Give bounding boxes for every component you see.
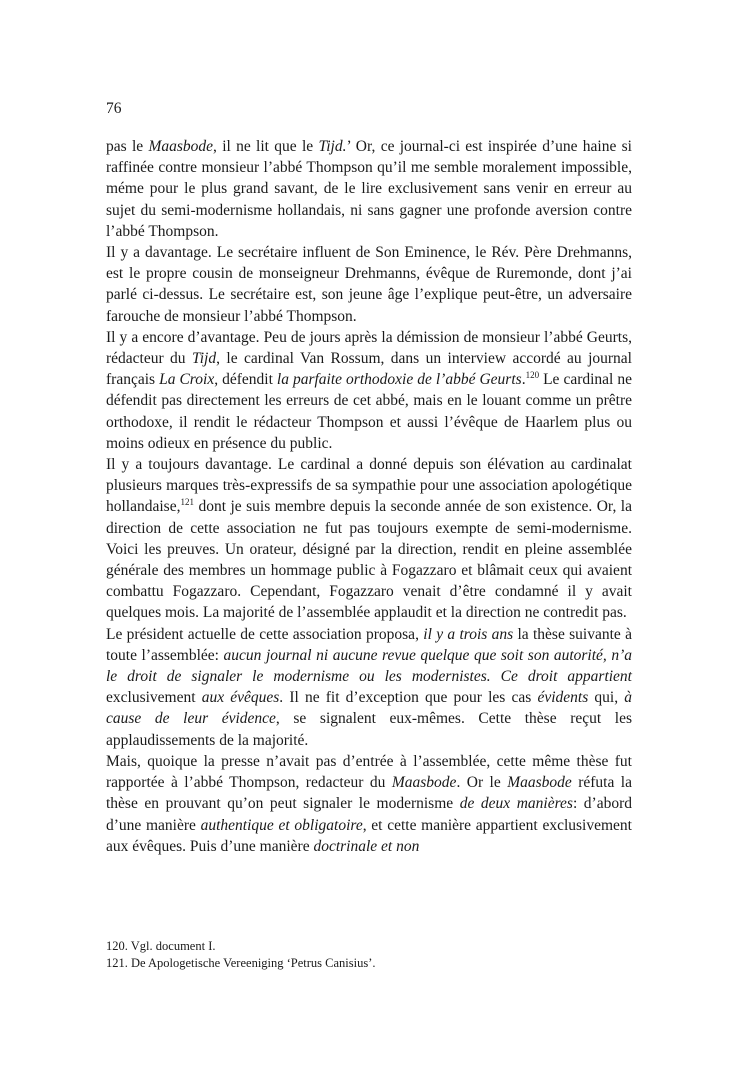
italic-text: Tijd [191,350,217,368]
footnote-ref: 121 [180,497,194,508]
text-segment: Il y a toujours davantage. Le cardinal a donné depuis son élévation au cardinalat plusieurs marques très-expressifs de sa sympathie pour une association apologétique hollandaise, [106,456,632,516]
paragraph [106,327,632,454]
text-segment: , le cardinal Van Rossum, dans un interview accordé au journal français [106,350,632,389]
text-segment: Mais, quoique la presse n’avait pas d’entrée à l’assemblée, cette même thèse fut rapportée à l’abbé Thompson, redacteur du [106,752,632,792]
text-segment: , et cette manière appartient exclusivement aux évêques. Puis d’une manière [106,816,632,855]
page-number: 76 [106,100,122,117]
italic-text: La Croix [159,371,215,389]
footnotes [106,938,632,972]
italic-text: Maasbode [148,138,214,155]
text-segment: : d’abord d’une manière [106,795,633,834]
paragraph [106,136,632,242]
text-segment: , il ne lit que le [213,138,319,155]
text-segment: pas le [106,138,149,155]
text-segment: qui, [588,689,625,707]
italic-text: doctrinale et non [313,837,420,855]
text-segment: la thèse suivante à toute l’assemblée: [106,625,632,664]
text-segment: , se signalent eux-mêmes. Cette thèse reçut les applaudissements de la majorité. [106,710,632,749]
italic-text: Maasbode [391,774,457,792]
paragraph [106,242,632,327]
italic-text: de deux manières [459,795,573,813]
text-segment: Il y a davantage. Le secrétaire influent de Son Eminence, le Rév. Père Drehmanns, est le propre cousin de monseigneur Drehmanns, évêque de Ruremonde, dont j’ai parlé ci-dessus. Le secrétaire est, son jeune âge l’explique peut-être, un adversaire farouche de monsieur l’abbé Thompson. [106,244,632,325]
italic-text: Maasbode [507,774,572,792]
paragraph [106,624,632,751]
text-segment: ’ Or, ce journal-ci est inspirée d’une haine si raffinée contre monsieur l’abbé Thompson qu’il me semble moralement impossible, méme pour le plus grand savant, de le lire exclusivement sans venir en erreur au sujet du semi-modernisme hollandais, ni sans gagner une profonde aversion contre l’abbé Thompson. [106,138,632,240]
italic-text: la parfaite orthodoxie de l’abbé Geurts [276,371,522,389]
text-segment: , défendit [214,371,277,389]
italic-text: évidents [537,689,589,707]
text-segment: dont je suis membre depuis la seconde année de son existence. Or, la direction de cette association ne fut pas toujours exempte de semi-modernisme. Voici les preuves. Un orateur, désigné par la direction, rendit en pleine assemblée générale des membres un hommage public à Fogazzaro et blâmait ceux qui avaient combattu Fogazzaro. Cependant, Fogazzaro venait d’être condamné il y avait quelques mois. La majorité de l’assemblée applaudit et la direction ne contredit pas. [106,498,632,622]
italic-text: aucun journal ni aucune revue quelque que soit son autorité, n’a le droit de signaler le modernisme ou les modernistes. Ce droit appartient [106,646,632,686]
text-segment: . Il ne fit d’exception que pour les cas [279,689,538,707]
body-text [106,136,632,857]
footnote-ref: 120 [525,370,540,381]
italic-text: à cause de leur évidence [106,689,632,728]
footnote-121: 121. De Apologetische Vereeniging ‘Petrus Canisius’. [106,956,376,970]
text-segment: Le cardinal ne défendit pas directement les erreurs de cet abbé, mais en le louant comme un prêtre orthodoxe, il rendit le rédacteur Thompson et aussi l’évêque de Haarlem plus ou moins odieux en présence du public. [106,371,632,452]
text-segment: exclusivement [106,689,202,707]
text-segment: Il y a encore d’avantage. Peu de jours après la démission de monsieur l’abbé Geurts, rédacteur du [106,328,632,368]
footnote-120: 120. Vgl. document I. [106,939,216,953]
paragraph [106,454,632,624]
italic-text: aux évêques [201,689,280,707]
italic-text: il y a trois ans [423,625,514,643]
paragraph [106,751,632,857]
text-segment: . Or le [456,774,508,792]
text-segment: réfuta la thèse en prouvant qu’on peut signaler le modernisme [106,774,632,813]
text-segment: . [521,371,526,389]
italic-text: Tijd. [318,138,347,155]
italic-text: authentique et obligatoire [200,816,363,834]
text-segment: Le président actuelle de cette association proposa, [106,625,424,643]
